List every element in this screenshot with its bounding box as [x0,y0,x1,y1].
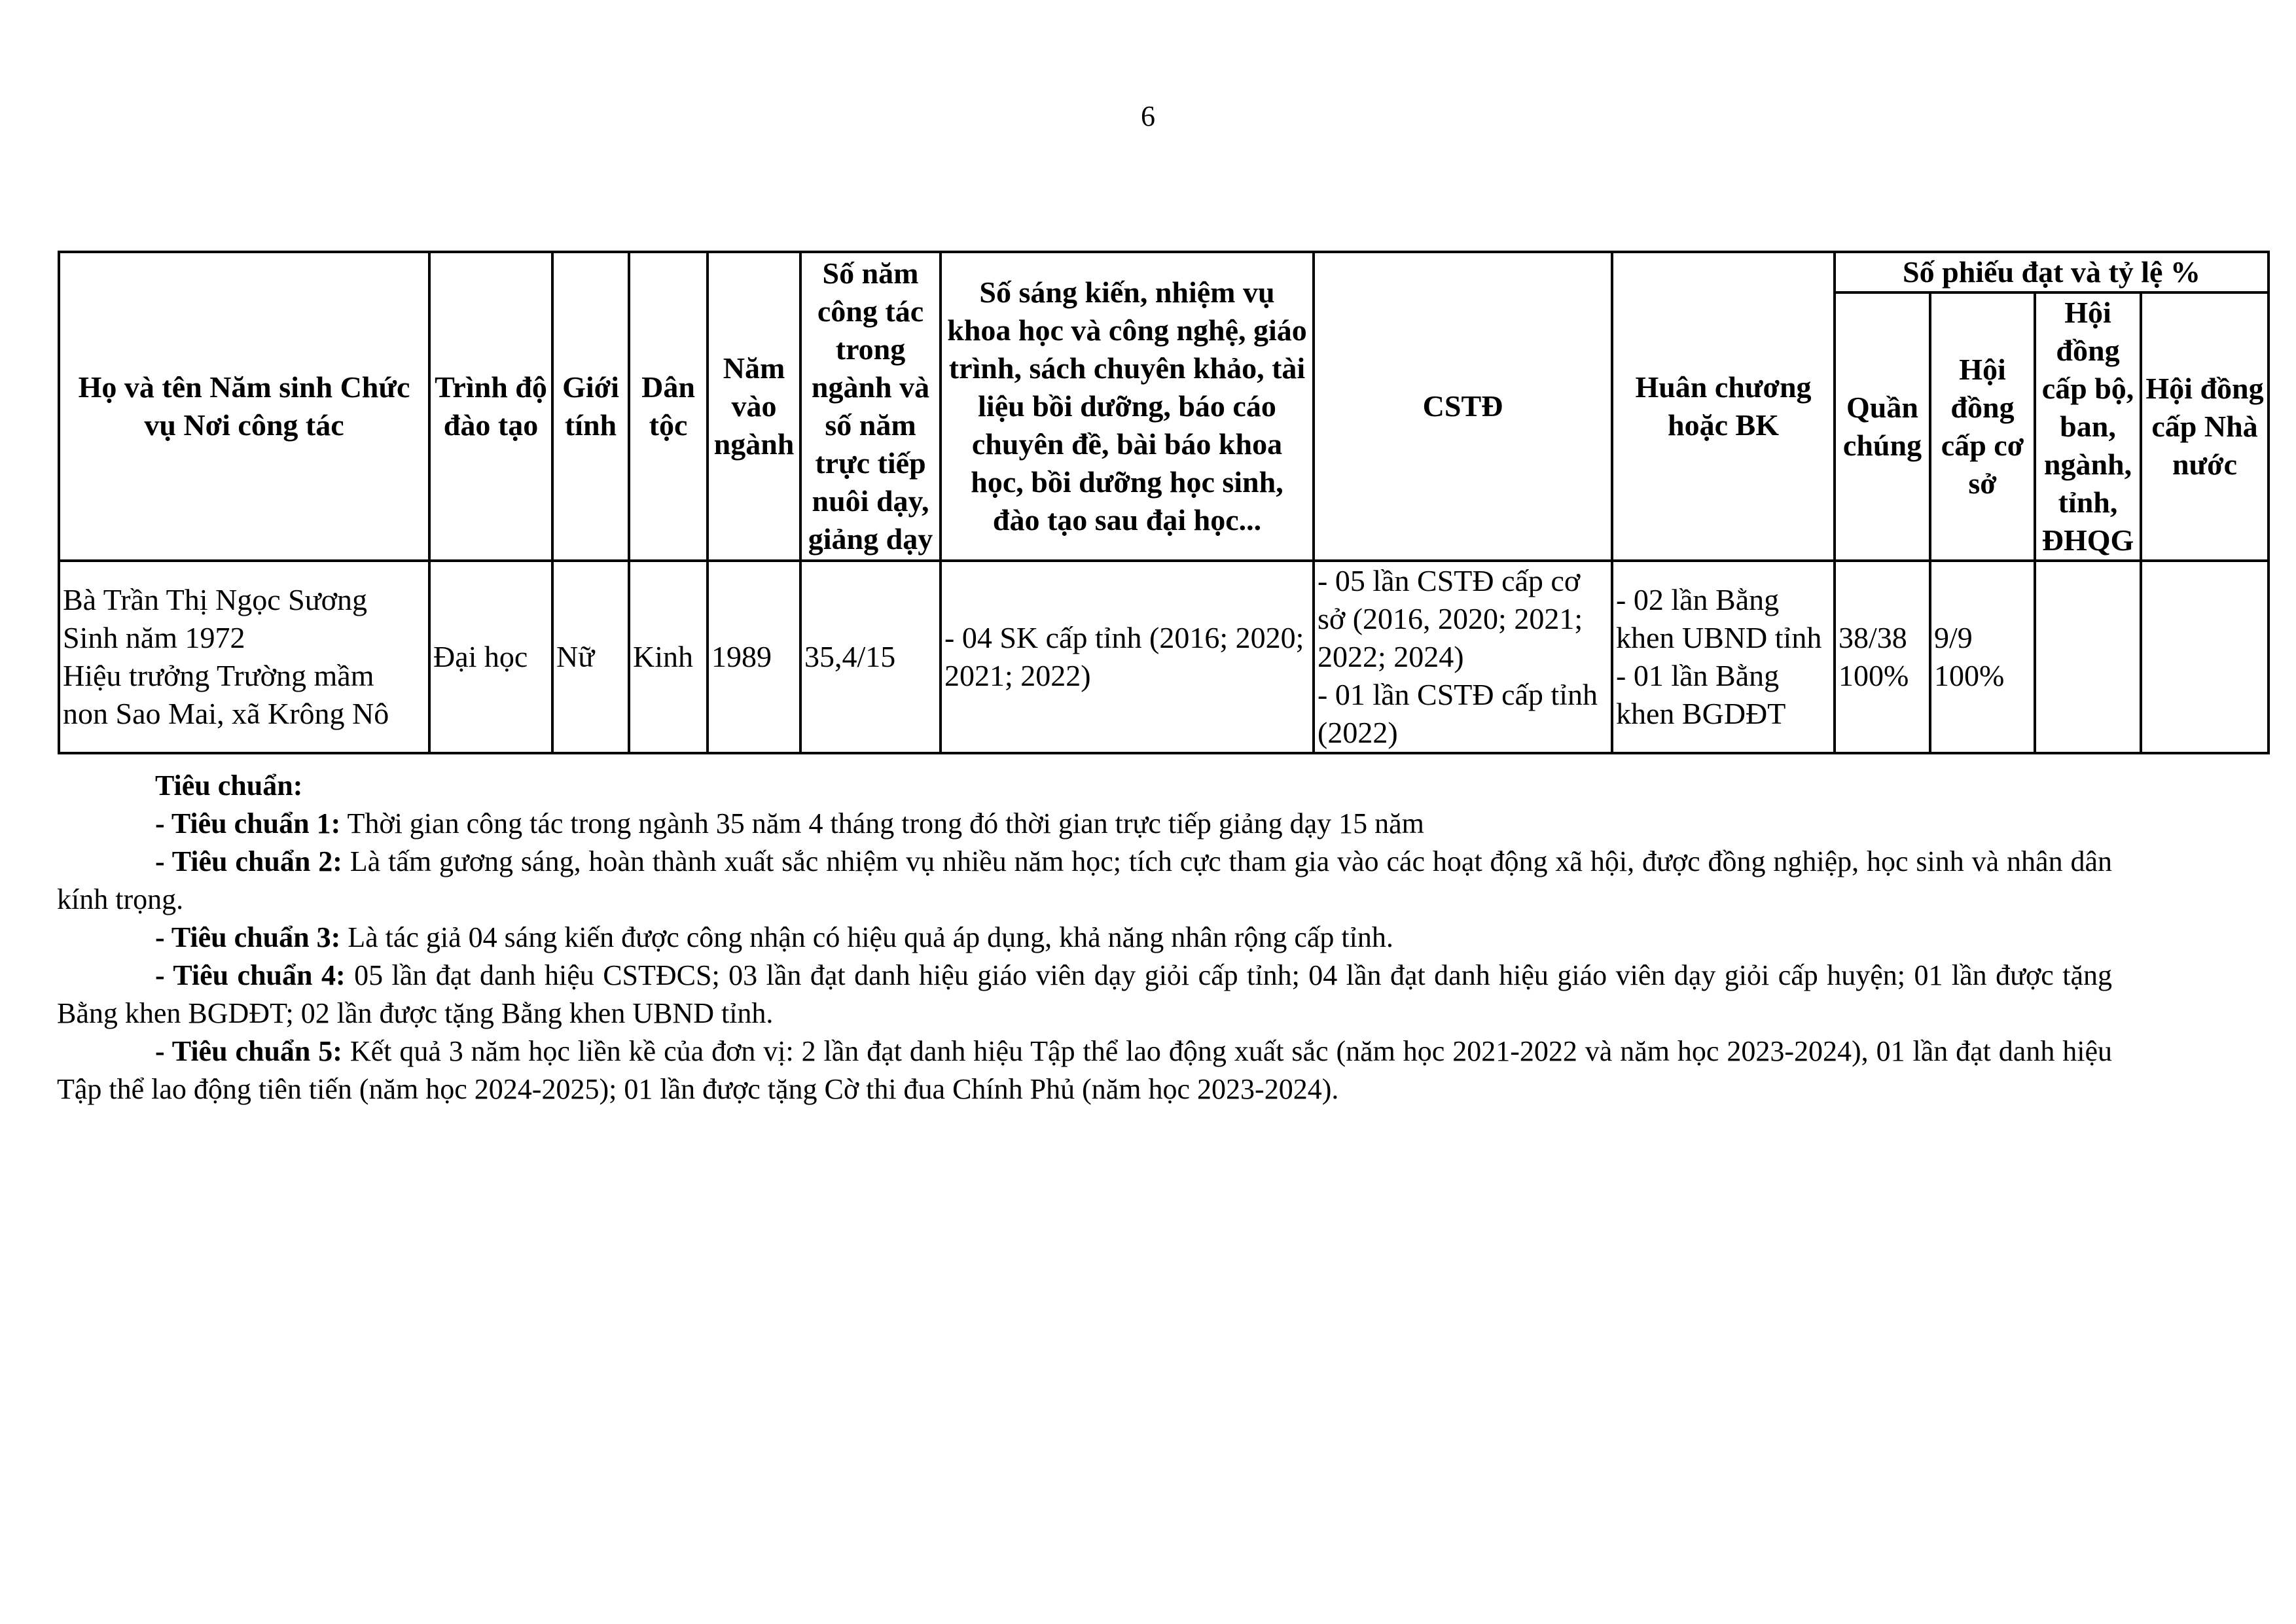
table-row [59,561,2269,753]
cell-medal [1612,561,1835,753]
criteria-text: Kết quả 3 năm học liền kề của đơn vị: 2 lần đạt danh hiệu Tập thể lao động xuất sắc (năm học 2021-2022 và năm học 2023-2024), 01 lần đạt danh hiệu Tập thể lao động tiên tiến (năm học 2024-2025); 01 lần được tặng Cờ thi đua Chính Phủ (năm học 2023-2024). [57,1035,2112,1105]
criteria-label: - Tiêu chuẩn 2: [155,845,342,877]
criteria-label: - Tiêu chuẩn 3: [155,921,341,953]
criteria-item [155,919,2112,957]
header-votes-base: Hội đồng cấp cơ sở [1930,292,2035,561]
header-initiatives: Số sáng kiến, nhiệm vụ khoa học và công nghệ, giáo trình, sách chuyên khảo, tài liệu bồi dưỡng, báo cáo chuyên đề, bài báo khoa học, bồi dưỡng học sinh, đào tạo sau đại học... [941,252,1314,561]
header-votes-state: Hội đồng cấp Nhà nước [2141,292,2269,561]
award-nominee-table [58,251,2270,754]
header-ethnicity: Dân tộc [629,252,708,561]
criteria-text: Thời gian công tác trong ngành 35 năm 4 tháng trong đó thời gian trực tiếp giảng dạy 15 năm [340,807,1424,839]
cell-year-start: 1989 [708,561,800,753]
header-gender: Giới tính [552,252,629,561]
header-year-start: Năm vào ngành [708,252,800,561]
criteria-item [155,805,2112,843]
criteria-heading: Tiêu chuẩn: [155,769,303,802]
page-number: 6 [1141,100,1155,132]
criteria-label: - Tiêu chuẩn 4: [155,959,346,991]
table-header-row [59,252,2269,292]
criteria-text: Là tác giả 04 sáng kiến được công nhận có hiệu quả áp dụng, khả năng nhân rộng cấp tỉnh. [340,921,1393,953]
header-votes-public: Quần chúng [1835,292,1930,561]
cell-votes-base [1930,561,2035,753]
medal-bgddt: - 01 lần Bằng khen BGDĐT [1616,659,1786,730]
header-education: Trình độ đào tạo [429,252,552,561]
nominee-position: Hiệu trưởng Trường mầm non Sao Mai, xã Krông Nô [63,659,389,730]
cell-cstd [1314,561,1612,753]
criteria-item [57,843,2112,919]
cstd-base: - 05 lần CSTĐ cấp cơ sở (2016, 2020; 2021; 2022; 2024) [1318,564,1583,673]
cell-name [59,561,429,753]
header-votes-ministry: Hội đồng cấp bộ, ban, ngành, tỉnh, ĐHQG [2035,292,2141,561]
cell-gender: Nữ [552,561,629,753]
cstd-province: - 01 lần CSTĐ cấp tỉnh (2022) [1318,678,1598,749]
header-name: Họ và tên Năm sinh Chức vụ Nơi công tác [59,252,429,561]
criteria-item [57,1033,2112,1108]
votes-base-count: 9/9 [1934,621,1973,654]
header-cstd: CSTĐ [1314,252,1612,561]
votes-public-count: 38/38 [1839,621,1907,654]
nominee-birth-year: Sinh năm 1972 [63,621,245,654]
header-votes-group: Số phiếu đạt và tỷ lệ % [1835,252,2269,292]
cell-votes-state [2141,561,2269,753]
cell-initiatives: - 04 SK cấp tỉnh (2016; 2020; 2021; 2022) [941,561,1314,753]
criteria-text: 05 lần đạt danh hiệu CSTĐCS; 03 lần đạt danh hiệu giáo viên dạy giỏi cấp tỉnh; 04 lần đạt danh hiệu giáo viên dạy giỏi cấp huyện; 01 lần được tặng Bằng khen BGDĐT; 02 lần được tặng Bằng khen UBND tỉnh. [57,959,2112,1029]
cell-ethnicity: Kinh [629,561,708,753]
criteria-section [57,767,2113,1108]
cell-years-service: 35,4/15 [800,561,941,753]
criteria-item [57,957,2112,1033]
cell-votes-ministry [2035,561,2141,753]
medal-ubnd: - 02 lần Bằng khen UBND tỉnh [1616,583,1822,654]
votes-public-percent: 100% [1839,659,1909,692]
header-medal: Huân chương hoặc BK [1612,252,1835,561]
votes-base-percent: 100% [1934,659,2005,692]
cell-education: Đại học [429,561,552,753]
criteria-label: - Tiêu chuẩn 1: [155,807,341,839]
cell-votes-public [1835,561,1930,753]
header-years-service: Số năm công tác trong ngành và số năm trực tiếp nuôi dạy, giảng dạy [800,252,941,561]
criteria-label: - Tiêu chuẩn 5: [155,1035,342,1067]
criteria-text: Là tấm gương sáng, hoàn thành xuất sắc nhiệm vụ nhiều năm học; tích cực tham gia vào các hoạt động xã hội, được đồng nghiệp, học sinh và nhân dân kính trọng. [57,845,2113,915]
nominee-name: Bà Trần Thị Ngọc Sương [63,583,368,616]
